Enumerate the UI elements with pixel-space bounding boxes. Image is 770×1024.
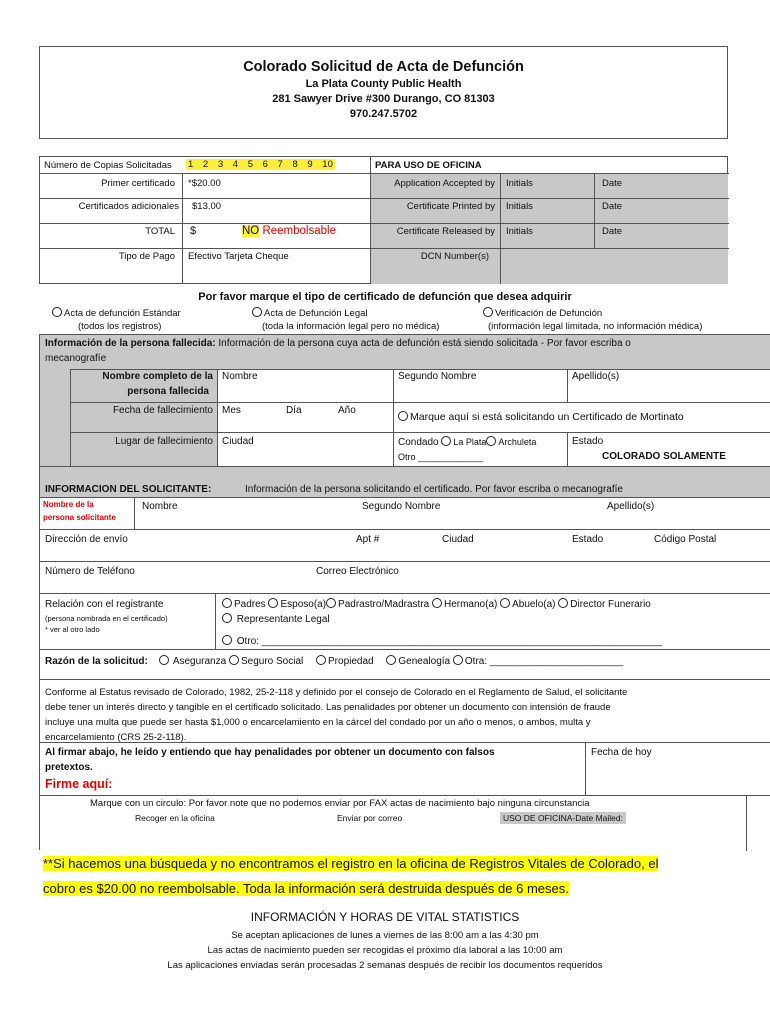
county-other-field[interactable]: Otro _____________: [398, 452, 484, 462]
deceased-section: [39, 334, 770, 466]
office-date: Date: [602, 201, 623, 212]
office-date: Date: [602, 226, 623, 237]
agency-address: 281 Sawyer Drive #300 Durango, CO 81303: [272, 93, 495, 105]
county-la-plata[interactable]: La Plata: [453, 437, 487, 447]
radio-icon[interactable]: [222, 598, 232, 608]
info-line3: Las aplicaciones enviadas serán procesadas 2 semanas después de recibir los documentos requeridos: [167, 960, 603, 971]
radio-icon[interactable]: [222, 635, 232, 645]
relation-funeral-director[interactable]: Director Funerario: [570, 599, 651, 610]
notice-line1: **Si hacemos una búsqueda y no encontramos el registro en la oficina de Registros Vitales de Colorado, el: [43, 856, 659, 871]
copies-selector[interactable]: 1 2 3 4 5 6 7 8 9 10: [188, 159, 333, 170]
relation-note: (persona nombrada en el certificado): [45, 614, 168, 623]
delivery-mail[interactable]: Enviar por correo: [337, 813, 403, 823]
relation-sibling[interactable]: Hermano(a): [443, 599, 498, 610]
deceased-heading: Información de la persona fallecida: Información de la persona cuya acta de defunción está siendo solicitada - Por favor escriba o: [45, 338, 631, 349]
no-label: NO: [242, 225, 260, 237]
notice-line2: cobro es $20.00 no reembolsable. Toda la información será destruida después de 6 meses.: [43, 881, 569, 896]
date-today-field[interactable]: Fecha de hoy: [591, 747, 652, 758]
signature-field[interactable]: Firme aquí:: [45, 777, 113, 791]
applicant-state-field[interactable]: Estado: [572, 534, 604, 545]
phone-field[interactable]: Número de Teléfono: [45, 566, 135, 577]
applicant-middle-field[interactable]: Segundo Nombre: [362, 501, 441, 512]
agency-name: La Plata County Public Health: [305, 78, 462, 90]
delivery-instruction: Marque con un circulo: Por favor note que no podemos enviar por FAX actas de nacimiento bajo ninguna circunstancia: [90, 798, 590, 809]
info-line1: Se aceptan aplicaciones de lunes a viernes de las 8:00 am a las 4:30 pm: [231, 930, 539, 941]
relation-options: [222, 598, 651, 610]
office-row-printed: Certificate Printed by: [406, 201, 495, 212]
applicant-first-field[interactable]: Nombre: [142, 501, 178, 512]
death-month-field[interactable]: Mes: [222, 405, 241, 416]
relation-spouse[interactable]: Esposo(a): [280, 599, 327, 610]
fee-table: [39, 156, 728, 284]
relation-legal-rep[interactable]: Representante Legal: [222, 613, 330, 625]
deceased-last-field[interactable]: Apellido(s): [572, 371, 620, 382]
radio-icon[interactable]: [326, 598, 336, 608]
zip-field[interactable]: Código Postal: [654, 534, 717, 545]
radio-icon[interactable]: [222, 613, 232, 623]
reason-insurance[interactable]: Aseguranza: [172, 656, 227, 667]
stillbirth-option[interactable]: Marque aquí si está solicitando un Certificado de Mortinato: [398, 411, 684, 423]
relation-parents[interactable]: Padres: [234, 599, 266, 610]
radio-icon[interactable]: [159, 655, 169, 665]
radio-icon[interactable]: [483, 307, 493, 317]
additional-cert-label: Certificados adicionales: [78, 201, 179, 212]
info-line2: Las actas de nacimiento pueden ser recogidas el próximo día laboral a las 10:00 am: [207, 945, 563, 956]
office-initials: Initials: [506, 201, 533, 212]
apt-field[interactable]: Apt #: [356, 534, 380, 545]
death-city-field[interactable]: Ciudad: [222, 436, 254, 447]
cert-type-title: Por favor marque el tipo de certificado de defunción que desea adquirir: [198, 291, 572, 303]
cert-option-legal[interactable]: Acta de Defunción Legal: [252, 307, 368, 319]
form-header: [39, 46, 728, 139]
legal-notice: Conforme al Estatus revisado de Colorado, 1982, 25-2-118 y definido por el consejo de Colorado en el Reglamento de Salud, el solicitante debe tener un interés directo y tangible en el certificado solicitado. Las penalidades por obtener un documento con intensión de fraude incluye una multa que puede ser hasta $1,000 o encarcelamiento en la cárcel del condado por un año o menos, o ambos, multa y encarcelamiento (CRS 25-2-118).: [45, 687, 628, 743]
cert-option-standard[interactable]: Acta de defunción Estándar: [52, 307, 181, 319]
death-date-label: Fecha de fallecimiento: [112, 405, 213, 416]
applicant-heading-desc: Información de la persona solicitando el certificado. Por favor escriba o mecanografíe: [245, 484, 623, 495]
signature-statement: Al firmar abajo, he leído y entiendo que hay penalidades por obtener un documento con falsos: [45, 747, 495, 758]
office-date: Date: [602, 178, 623, 189]
applicant-section: [39, 466, 770, 850]
reason-property[interactable]: Propiedad: [328, 656, 374, 667]
full-name-label: Nombre completo de la: [102, 371, 213, 382]
radio-icon[interactable]: [398, 411, 408, 421]
reason-social-security[interactable]: Seguro Social: [240, 656, 304, 667]
office-use-title: PARA USO DE OFICINA: [375, 160, 482, 171]
relation-grandparent[interactable]: Abuelo(a): [512, 599, 556, 610]
dcn-label: DCN Number(s): [420, 251, 489, 262]
cert-option-verification[interactable]: Verificación de Defunción: [483, 307, 602, 319]
email-field[interactable]: Correo Electrónico: [316, 566, 399, 577]
deceased-first-field[interactable]: Nombre: [222, 371, 258, 382]
radio-icon[interactable]: [441, 436, 451, 446]
applicant-name-label2: persona solicitante: [43, 513, 116, 522]
deceased-middle-field[interactable]: Segundo Nombre: [398, 371, 477, 382]
form-title: Colorado Solicitud de Acta de Defunción: [243, 59, 524, 75]
office-initials: Initials: [506, 178, 533, 189]
deceased-heading-cont: mecanografíe: [45, 353, 107, 364]
delivery-pickup[interactable]: Recoger en la oficina: [135, 813, 215, 823]
info-title: INFORMACIÓN Y HORAS DE VITAL STATISTICS: [250, 910, 520, 924]
reason-genealogy[interactable]: Genealogía: [398, 656, 451, 667]
signature-statement2: pretextos.: [45, 762, 93, 773]
payment-value[interactable]: Efectivo Tarjeta Cheque: [188, 251, 289, 262]
county-archuleta[interactable]: Archuleta: [498, 437, 537, 447]
cert-option-verification-sub: (información legal limitada, no información médica): [488, 321, 703, 332]
radio-icon[interactable]: [558, 598, 568, 608]
office-date-mailed: USO DE OFICINA-Date Mailed:: [500, 812, 626, 824]
total-label: TOTAL: [145, 226, 175, 237]
cert-option-legal-sub: (toda la información legal pero no médica): [262, 321, 440, 332]
county-options: [398, 436, 536, 448]
additional-cert-value: $13.00: [192, 201, 222, 212]
mailing-address-field[interactable]: Dirección de envío: [45, 534, 128, 545]
reason-other[interactable]: Otra: ________________________: [464, 656, 624, 667]
radio-icon[interactable]: [52, 307, 62, 317]
copies-label: Número de Copias Solicitadas: [44, 160, 172, 171]
radio-icon[interactable]: [386, 655, 396, 665]
info-section: [0, 910, 770, 973]
first-cert-value: *$20.00: [188, 178, 221, 189]
radio-icon[interactable]: [486, 436, 496, 446]
colorado-only: COLORADO SOLAMENTE: [602, 451, 726, 462]
applicant-city-field[interactable]: Ciudad: [442, 534, 474, 545]
applicant-heading: INFORMACION DEL SOLICITANTE:: [45, 484, 212, 495]
first-cert-label: Primer certificado: [101, 178, 175, 189]
radio-icon[interactable]: [252, 307, 262, 317]
applicant-name-label: Nombre de la: [43, 500, 94, 509]
office-initials: Initials: [506, 226, 533, 237]
notice: [43, 852, 658, 902]
place-label: Lugar de fallecimiento: [115, 436, 213, 447]
refund-label: Reembolsable: [262, 225, 336, 237]
payment-label: Tipo de Pago: [118, 251, 175, 262]
office-row-released: Certificate Released by: [396, 226, 495, 237]
radio-icon[interactable]: [229, 655, 239, 665]
county-label: Condado: [398, 437, 439, 448]
radio-icon[interactable]: [268, 598, 278, 608]
reason-label: Razón de la solicitud:: [45, 656, 148, 667]
cert-option-standard-sub: (todos los registros): [78, 321, 162, 332]
radio-icon[interactable]: [432, 598, 442, 608]
total-value[interactable]: $: [190, 225, 197, 237]
death-year-field[interactable]: Año: [338, 405, 356, 416]
office-row-accepted: Application Accepted by: [394, 178, 495, 189]
radio-icon[interactable]: [316, 655, 326, 665]
applicant-last-field[interactable]: Apellido(s): [607, 501, 655, 512]
agency-phone: 970.247.5702: [349, 108, 418, 120]
reason-options: [45, 655, 623, 667]
death-day-field[interactable]: Día: [286, 405, 302, 416]
relation-other[interactable]: Otro: ________________________________________________________________________: [222, 635, 662, 647]
radio-icon[interactable]: [500, 598, 510, 608]
relation-note2: * ver al otro lado: [45, 625, 100, 634]
relation-stepparent[interactable]: Padrastro/Madrastra: [338, 599, 430, 610]
full-name-label2: persona fallecida: [127, 386, 209, 397]
state-label: Estado: [572, 436, 604, 447]
relation-label: Relación con el registrante: [45, 599, 164, 610]
radio-icon[interactable]: [453, 655, 463, 665]
